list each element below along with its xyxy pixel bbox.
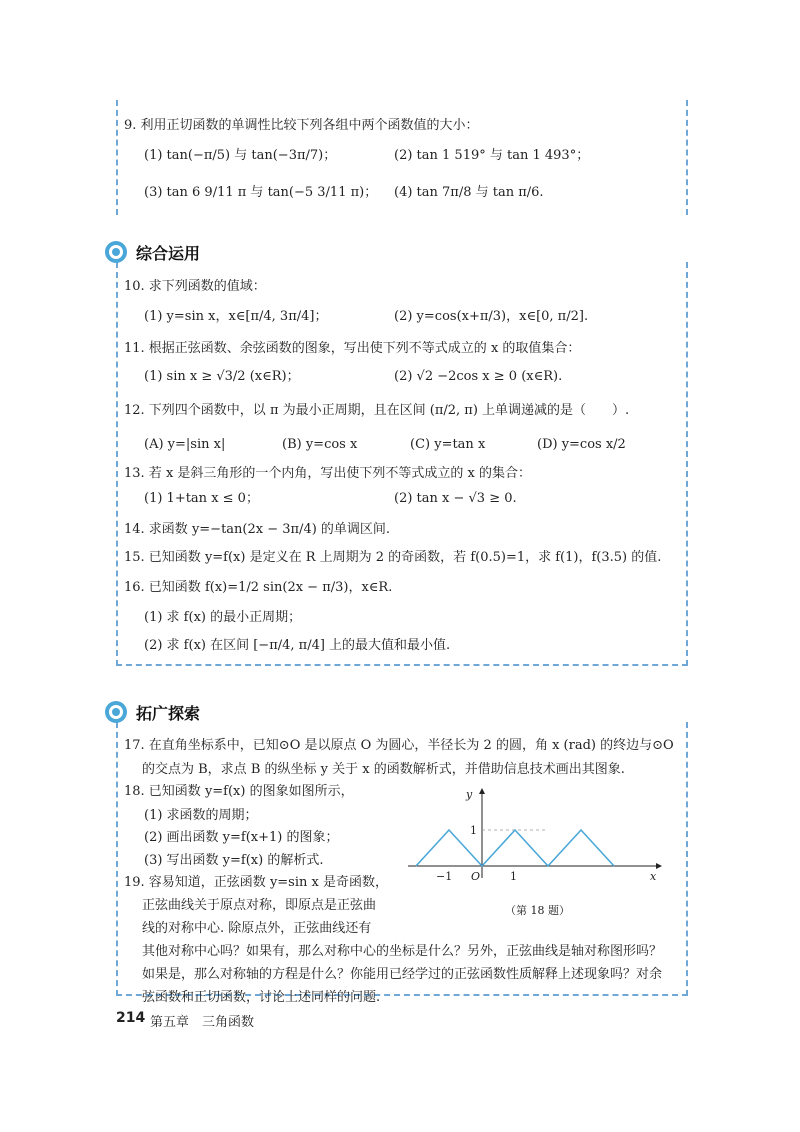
- x-axis-label: x: [650, 870, 657, 883]
- question-9: 9. 利用正切函数的单调性比较下列各组中两个函数值的大小：: [124, 118, 479, 133]
- question-19-line-4: 其他对称中心吗？如果有，那么对称中心的坐标是什么？另外，正弦曲线是轴对称图形吗？: [142, 944, 663, 959]
- question-19-line-1: 19. 容易知道，正弦函数 y=sin x 是奇函数，: [124, 875, 388, 890]
- target-icon: [104, 700, 128, 724]
- function-curve: [416, 830, 614, 866]
- question-12-option-b: (B) y=cos x: [282, 437, 358, 452]
- question-13-part-2: (2) tan x − √3 ≥ 0.: [394, 491, 517, 506]
- question-12-option-d: (D) y=cos x/2: [537, 437, 626, 452]
- question-19-line-5: 如果是，那么对称轴的方程是什么？你能用已经学过的正弦函数性质解释上述现象吗？对余: [142, 967, 663, 982]
- chapter-title: 第五章 三角函数: [150, 1015, 255, 1030]
- question-16-part-1: (1) 求 f(x) 的最小正周期；: [144, 610, 302, 625]
- question-11: 11. 根据正弦函数、余弦函数的图象，写出使下列不等式成立的 x 的取值集合：: [124, 341, 581, 356]
- question-13: 13. 若 x 是斜三角形的一个内角，写出使下列不等式成立的 x 的集合：: [124, 466, 531, 481]
- section-title: 拓广探索: [136, 703, 201, 723]
- question-12-option-c: (C) y=tan x: [410, 437, 486, 452]
- figure-caption: （第 18 题）: [505, 904, 570, 917]
- question-11-part-1: (1) sin x ≥ √3/2 (x∈R)；: [144, 369, 300, 384]
- question-16: 16. 已知函数 f(x)=1/2 sin(2x − π/3)，x∈R.: [124, 580, 393, 595]
- x-tick-label-positive: 1: [510, 870, 517, 883]
- y-axis-label: y: [466, 788, 473, 801]
- question-10: 10. 求下列函数的值域：: [124, 279, 266, 294]
- target-icon: [104, 240, 128, 264]
- question-17-line-2: 的交点为 B，求点 B 的纵坐标 y 关于 x 的函数解析式，并借助信息技术画出其图象.: [142, 762, 625, 777]
- function-graph-figure: [400, 780, 670, 885]
- question-15: 15. 已知函数 y=f(x) 是定义在 R 上周期为 2 的奇函数，若 f(0.5)=1，求 f(1)，f(3.5) 的值.: [124, 550, 662, 565]
- page-number: 214: [116, 1010, 146, 1026]
- question-10-part-2: (2) y=cos(x+π/3)，x∈[0, π/2].: [394, 309, 589, 324]
- y-tick-label: 1: [470, 824, 477, 837]
- section-title: 综合运用: [136, 243, 201, 263]
- question-14: 14. 求函数 y=−tan(2x − 3π/4) 的单调区间.: [124, 522, 391, 537]
- question-11-part-2: (2) √2 −2cos x ≥ 0 (x∈R).: [394, 369, 563, 384]
- question-13-part-1: (1) 1+tan x ≤ 0；: [144, 491, 259, 506]
- question-16-part-2: (2) 求 f(x) 在区间 [−π/4, π/4] 上的最大值和最小值.: [144, 638, 451, 653]
- question-17-line-1: 17. 在直角坐标系中，已知⊙O 是以原点 O 为圆心，半径长为 2 的圆，角 x (rad) 的终边与⊙O: [124, 738, 674, 753]
- question-9-part-4: (4) tan 7π/8 与 tan π/6.: [394, 185, 544, 200]
- question-18-part-1: (1) 求函数的周期；: [144, 808, 258, 823]
- question-12-option-a: (A) y=|sin x|: [144, 437, 226, 452]
- x-axis-arrow: [656, 863, 662, 869]
- question-19-line-6: 弦函数和正切函数，讨论上述同样的问题.: [142, 990, 381, 1005]
- y-axis-arrow: [479, 788, 485, 794]
- question-18-part-3: (3) 写出函数 y=f(x) 的解析式.: [144, 853, 324, 868]
- question-9-part-3: (3) tan 6 9/11 π 与 tan(−5 3/11 π)；: [144, 185, 378, 200]
- question-18: 18. 已知函数 y=f(x) 的图象如图所示，: [124, 784, 354, 799]
- question-19-line-2: 正弦曲线关于原点对称，即原点是正弦曲: [142, 898, 377, 913]
- question-9-part-2: (2) tan 1 519° 与 tan 1 493°；: [394, 148, 590, 163]
- x-tick-label-negative: −1: [436, 870, 453, 883]
- question-10-part-1: (1) y=sin x，x∈[π/4, 3π/4]；: [144, 309, 328, 324]
- origin-label: O: [471, 870, 481, 883]
- question-18-part-2: (2) 画出函数 y=f(x+1) 的图象；: [144, 830, 339, 845]
- question-9-part-1: (1) tan(−π/5) 与 tan(−3π/7)；: [144, 148, 337, 163]
- section-header-exploration: [104, 700, 200, 724]
- question-12: 12. 下列四个函数中，以 π 为最小正周期，且在区间 (π/2, π) 上单调递减的是（ ）.: [124, 403, 630, 418]
- section-header-synthesis: [104, 240, 200, 264]
- question-19-line-3: 线的对称中心. 除原点外，正弦曲线还有: [142, 921, 372, 936]
